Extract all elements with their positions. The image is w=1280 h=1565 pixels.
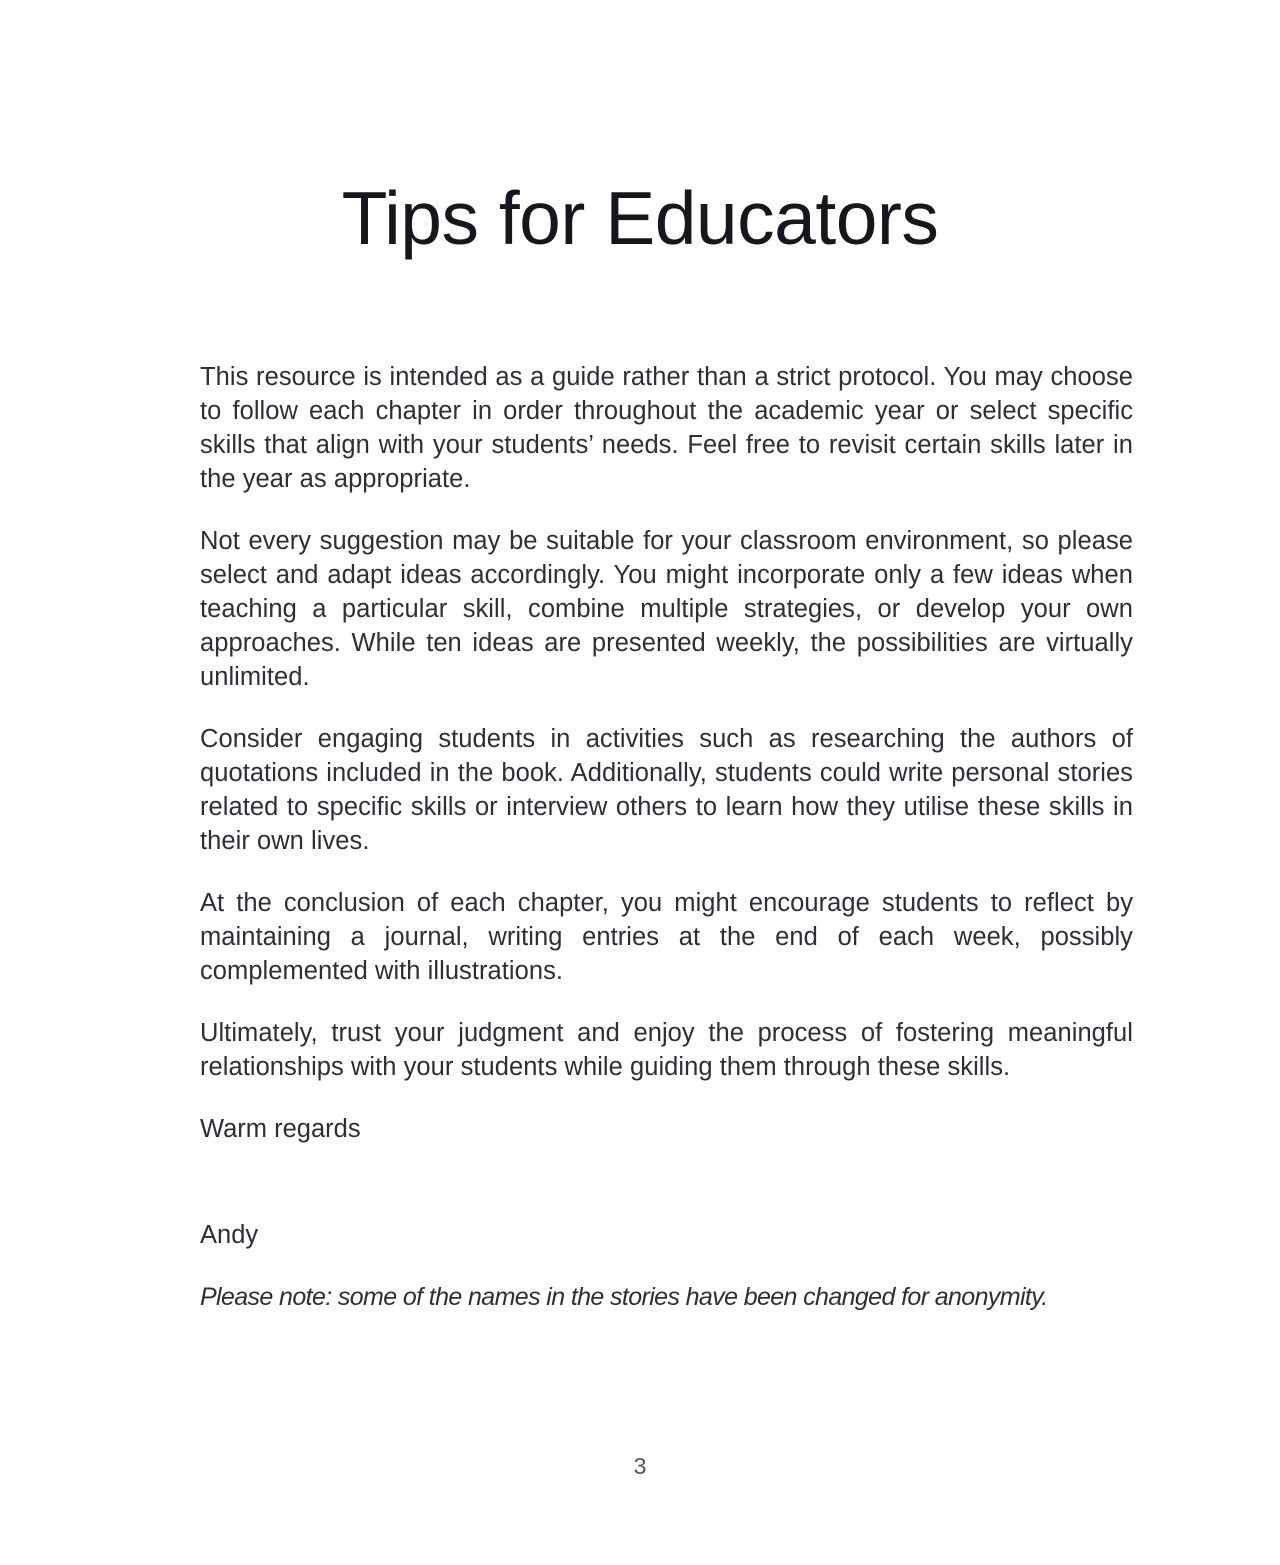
- body-paragraph-4: At the conclusion of each chapter, you might encourage students to reflect by maintaining a journal, writing entries at the end of each week, possibly complemented with illustrations.: [200, 889, 1133, 985]
- closing-salutation: Warm regards: [200, 1115, 361, 1143]
- anonymity-note: Please note: some of the names in the stories have been changed for anonymity.: [200, 1283, 1048, 1311]
- page-title: Tips for Educators: [341, 176, 939, 260]
- document-body: [200, 360, 1133, 1314]
- body-paragraph-2: Not every suggestion may be suitable for your classroom environment, so please select and adapt ideas accordingly. You might incorporate only a few ideas when teaching a particular skill, combine multiple strategies, or develop your own approaches. While ten ideas are presented weekly, the possibilities are virtually unlimited.: [200, 527, 1133, 691]
- closing-signature: Andy: [200, 1221, 259, 1249]
- body-paragraph-5: Ultimately, trust your judgment and enjoy the process of fostering meaningful relationships with your students while guiding them through these skills.: [200, 1019, 1133, 1081]
- body-paragraph-3: Consider engaging students in activities such as researching the authors of quotations included in the book. Additionally, students could write personal stories related to specific skills or interview others to learn how they utilise these skills in their own lives.: [200, 725, 1133, 855]
- closing-block: [200, 1112, 1133, 1314]
- body-paragraph-1: This resource is intended as a guide rather than a strict protocol. You may choose to follow each chapter in order throughout the academic year or select specific skills that align with your students’ needs. Feel free to revisit certain skills later in the year as appropriate.: [200, 363, 1133, 493]
- page-number: 3: [633, 1453, 647, 1479]
